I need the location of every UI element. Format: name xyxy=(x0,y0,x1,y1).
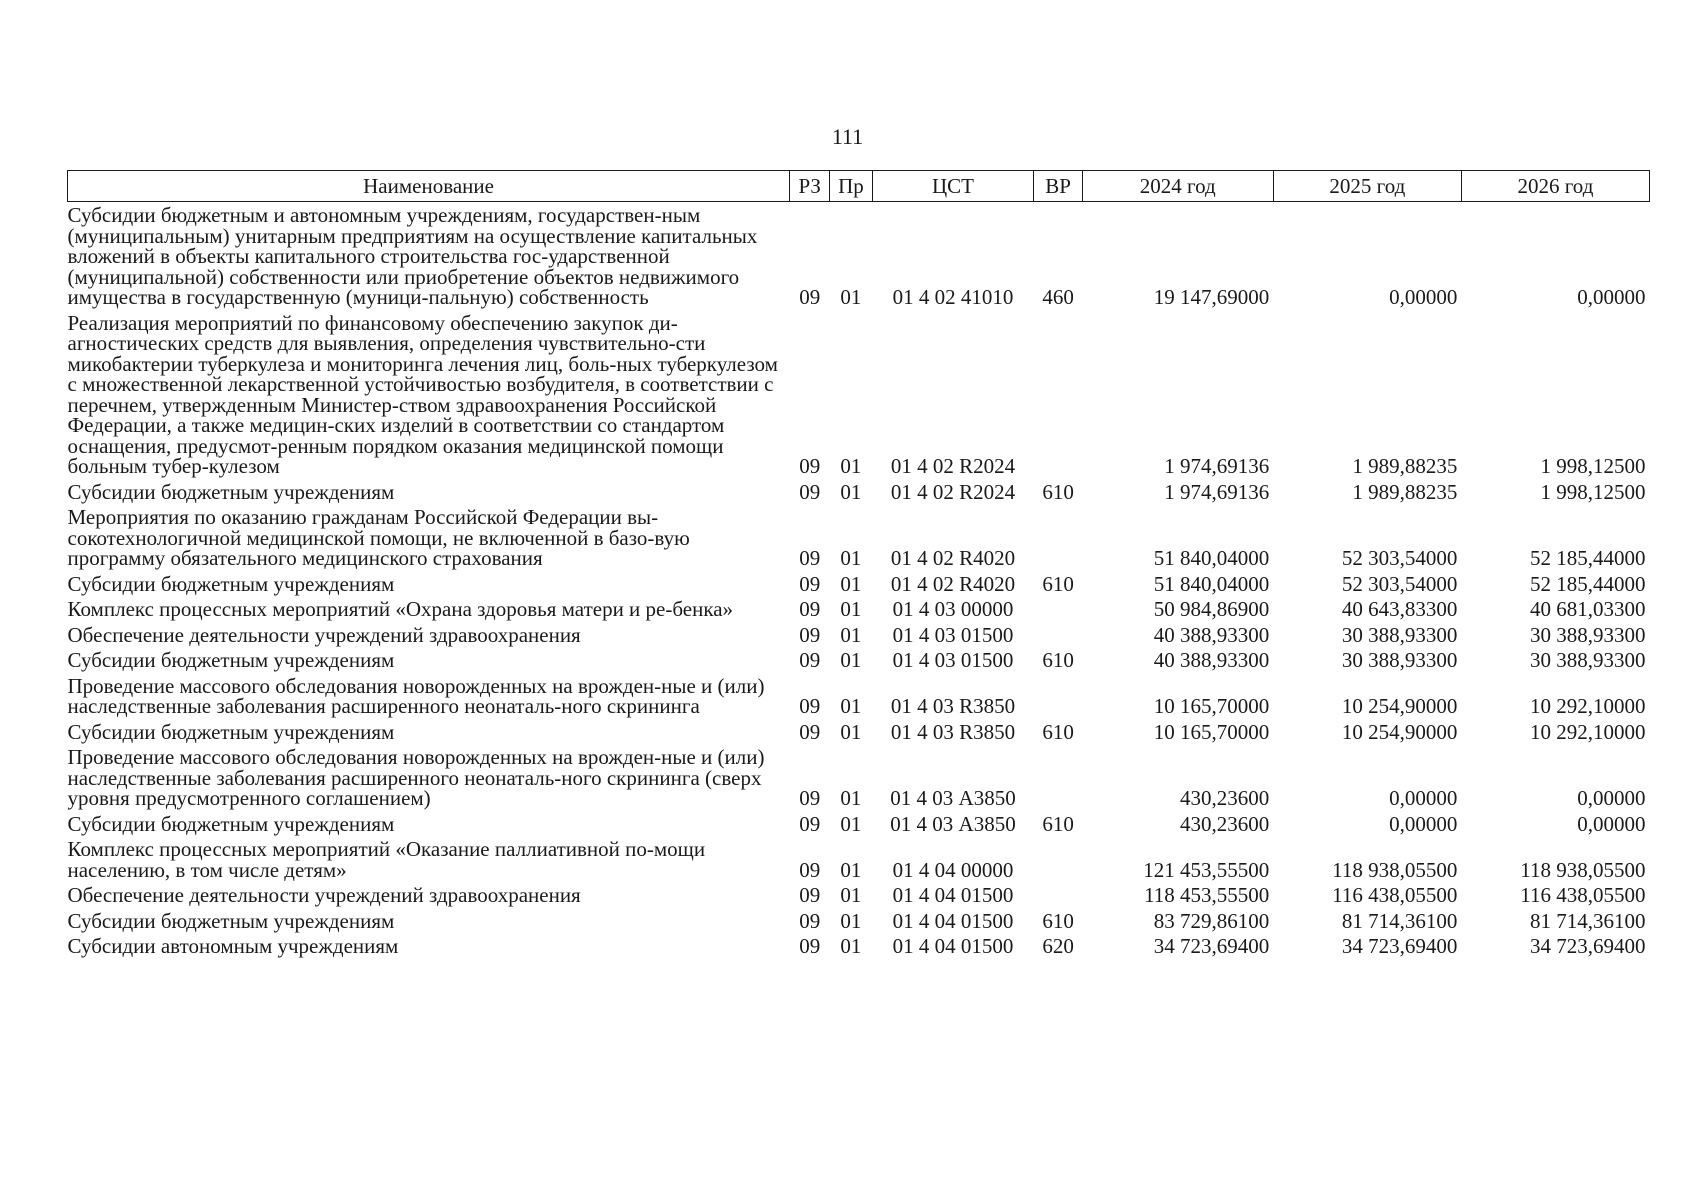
row-cst: 01 4 04 01500 xyxy=(892,934,1014,958)
header-2024: 2024 год xyxy=(1082,171,1273,202)
row-cst: 01 4 03 А3850 xyxy=(890,786,1016,810)
row-value-2024: 83 729,86100 xyxy=(1153,908,1270,933)
row-value-2026: 1 998,12500 xyxy=(1540,454,1646,478)
row-name: Комплекс процессных мероприятий «Охрана здоровья матери и ре-бенка» xyxy=(67,597,734,621)
row-name: Проведение массового обследования новорожденных на врожден-ные и (или) наследственные заболевания расширенного неонаталь-ного скрининга xyxy=(67,673,765,718)
row-vr: 610 xyxy=(1042,719,1074,744)
row-value-2024: 51 840,04000 xyxy=(1153,571,1270,596)
row-pr: 01 xyxy=(840,546,862,570)
row-value-2026: 10 292,10000 xyxy=(1530,719,1646,744)
row-vr xyxy=(1034,882,1082,908)
table-body xyxy=(68,202,1650,959)
row-value-2025: 52 303,54000 xyxy=(1341,571,1458,596)
row-value-2025: 0,00000 xyxy=(1389,811,1458,836)
row-cst: 01 4 02 R2024 xyxy=(890,479,1016,504)
table-row xyxy=(68,647,1650,673)
row-value-2025: 118 938,05500 xyxy=(1332,857,1458,882)
row-name: Субсидии бюджетным учреждениям xyxy=(67,648,395,672)
page-number: 111 xyxy=(831,124,864,149)
budget-table xyxy=(67,170,1650,959)
row-pr: 01 xyxy=(840,908,862,933)
table-row xyxy=(68,933,1650,959)
row-value-2026: 1 998,12500 xyxy=(1540,479,1646,504)
table-row xyxy=(68,908,1650,934)
row-value-2025: 116 438,05500 xyxy=(1332,883,1458,907)
row-rz: 09 xyxy=(799,811,821,836)
row-value-2025: 52 303,54000 xyxy=(1341,546,1458,570)
row-name: Субсидии бюджетным и автономным учреждениям, государствен-ным (муниципальным) унитарным предприятиям на осуществление капитальных вложений в объекты капитального строительства гос-ударственной (муниципальной) собственности или приобретение объектов недвижимого имущества в государственную (муници-пальную) собственность xyxy=(67,203,758,309)
table-row xyxy=(68,622,1650,648)
row-cst: 01 4 02 R4020 xyxy=(890,546,1016,570)
row-name: Субсидии бюджетным учреждениям xyxy=(67,479,395,504)
row-rz: 09 xyxy=(799,786,821,810)
row-rz: 09 xyxy=(799,571,821,596)
row-name: Реализация мероприятий по финансовому обеспечению закупок ди-агностических средств для выявления, определения чувствительно-сти микобактерии туберкулеза и мониторинга лечения лиц, боль-ных туберкулезом с множественной лекарственной устойчивостью возбудителя, в соответствии с перечнем, утвержденным Министер-ством здравоохранения Российской Федерации, а также медицин-ских изделий в соответствии со стандартом оснащения, предусмот-ренным порядком оказания медицинской помощи больным тубер-кулезом xyxy=(67,310,778,478)
row-value-2024: 10 165,70000 xyxy=(1153,694,1270,718)
row-cst: 01 4 03 R3850 xyxy=(890,719,1016,744)
row-value-2025: 1 989,88235 xyxy=(1352,454,1458,478)
row-value-2025: 30 388,93300 xyxy=(1341,648,1458,672)
row-rz: 09 xyxy=(799,546,821,570)
row-name: Субсидии бюджетным учреждениям xyxy=(67,811,395,836)
row-pr: 01 xyxy=(840,786,862,810)
row-pr: 01 xyxy=(840,285,862,309)
row-cst: 01 4 04 01500 xyxy=(892,883,1014,907)
row-cst: 01 4 04 00000 xyxy=(892,857,1014,882)
row-pr: 01 xyxy=(840,811,862,836)
row-rz: 09 xyxy=(799,934,821,958)
row-name: Субсидии бюджетным учреждениям xyxy=(67,571,395,596)
row-pr: 01 xyxy=(840,694,862,718)
row-name: Субсидии автономным учреждениям xyxy=(67,934,399,958)
row-pr: 01 xyxy=(840,479,862,504)
row-vr: 610 xyxy=(1042,571,1074,596)
row-pr: 01 xyxy=(840,454,862,478)
table-row xyxy=(68,811,1650,837)
row-name: Обеспечение деятельности учреждений здравоохранения xyxy=(67,622,581,647)
table-header-row xyxy=(68,171,1650,202)
row-vr xyxy=(1034,622,1082,648)
table-row xyxy=(68,504,1650,571)
header-rz: РЗ xyxy=(790,171,830,202)
row-value-2026: 52 185,44000 xyxy=(1530,546,1646,570)
row-name: Комплекс процессных мероприятий «Оказание паллиативной по-мощи населению, в том числе детям» xyxy=(67,837,706,882)
row-cst: 01 4 03 А3850 xyxy=(890,811,1016,836)
row-rz: 09 xyxy=(799,694,821,718)
row-rz: 09 xyxy=(799,285,821,309)
row-cst: 01 4 03 01500 xyxy=(892,622,1014,647)
row-value-2025: 0,00000 xyxy=(1389,285,1458,309)
row-value-2024: 40 388,93300 xyxy=(1153,622,1270,647)
row-value-2024: 430,23600 xyxy=(1180,786,1270,810)
table-row xyxy=(68,719,1650,745)
table-row xyxy=(68,836,1650,882)
row-value-2026: 0,00000 xyxy=(1577,811,1646,836)
row-name: Обеспечение деятельности учреждений здравоохранения xyxy=(67,883,581,907)
header-vr: ВР xyxy=(1034,171,1082,202)
row-rz: 09 xyxy=(799,908,821,933)
row-value-2026: 30 388,93300 xyxy=(1530,622,1646,647)
row-name: Мероприятия по оказанию гражданам Российской Федерации вы-сокотехнологичной медицинской помощи, не включенной в базо-вую программу обязательного медицинского страхования xyxy=(67,505,690,570)
row-value-2025: 10 254,90000 xyxy=(1341,694,1458,718)
table-row xyxy=(68,673,1650,719)
row-value-2024: 40 388,93300 xyxy=(1153,648,1270,672)
row-vr xyxy=(1034,310,1082,479)
row-name: Субсидии бюджетным учреждениям xyxy=(67,908,395,933)
table-row xyxy=(68,479,1650,505)
row-pr: 01 xyxy=(840,883,862,907)
row-name: Проведение массового обследования новорожденных на врожден-ные и (или) наследственные заболевания расширенного неонаталь-ного скрининга (сверх уровня предусмотренного соглашением) xyxy=(67,745,765,810)
row-value-2026: 118 938,05500 xyxy=(1520,857,1646,882)
row-value-2024: 118 453,55500 xyxy=(1144,883,1270,907)
row-value-2026: 116 438,05500 xyxy=(1520,883,1646,907)
row-value-2024: 19 147,69000 xyxy=(1153,285,1270,309)
row-cst: 01 4 02 R4020 xyxy=(890,571,1016,596)
row-vr: 620 xyxy=(1042,934,1074,958)
header-pr: Пр xyxy=(830,171,872,202)
row-value-2025: 0,00000 xyxy=(1389,786,1458,810)
row-rz: 09 xyxy=(799,648,821,672)
row-rz: 09 xyxy=(799,454,821,478)
table-row xyxy=(68,744,1650,811)
row-value-2024: 10 165,70000 xyxy=(1153,719,1270,744)
row-value-2024: 430,23600 xyxy=(1180,811,1270,836)
table-row xyxy=(68,310,1650,479)
row-rz: 09 xyxy=(799,479,821,504)
row-value-2024: 50 984,86900 xyxy=(1153,597,1270,621)
row-cst: 01 4 03 R3850 xyxy=(890,694,1016,718)
row-rz: 09 xyxy=(799,857,821,882)
row-pr: 01 xyxy=(840,934,862,958)
row-value-2025: 1 989,88235 xyxy=(1352,479,1458,504)
row-vr xyxy=(1034,836,1082,882)
header-cst: ЦСТ xyxy=(872,171,1034,202)
row-vr xyxy=(1034,673,1082,719)
row-pr: 01 xyxy=(840,719,862,744)
row-value-2026: 34 723,69400 xyxy=(1530,934,1646,958)
row-value-2024: 1 974,69136 xyxy=(1164,454,1270,478)
table-row xyxy=(68,202,1650,310)
row-vr xyxy=(1034,504,1082,571)
row-pr: 01 xyxy=(840,571,862,596)
header-2026: 2026 год xyxy=(1461,171,1649,202)
row-value-2025: 40 643,83300 xyxy=(1341,597,1458,621)
row-pr: 01 xyxy=(840,857,862,882)
row-value-2025: 10 254,90000 xyxy=(1341,719,1458,744)
row-name: Субсидии бюджетным учреждениям xyxy=(67,719,395,744)
row-value-2026: 52 185,44000 xyxy=(1530,571,1646,596)
row-value-2026: 40 681,03300 xyxy=(1530,597,1646,621)
row-pr: 01 xyxy=(840,597,862,621)
row-value-2024: 1 974,69136 xyxy=(1164,479,1270,504)
row-vr: 460 xyxy=(1042,285,1074,309)
row-cst: 01 4 03 00000 xyxy=(892,597,1014,621)
table-row xyxy=(68,882,1650,908)
row-value-2026: 10 292,10000 xyxy=(1530,694,1646,718)
row-value-2024: 34 723,69400 xyxy=(1153,934,1270,958)
row-vr: 610 xyxy=(1042,908,1074,933)
row-value-2025: 81 714,36100 xyxy=(1341,908,1458,933)
row-cst: 01 4 02 41010 xyxy=(892,285,1014,309)
row-rz: 09 xyxy=(799,883,821,907)
row-value-2026: 81 714,36100 xyxy=(1530,908,1646,933)
row-vr xyxy=(1034,744,1082,811)
table-row xyxy=(68,596,1650,622)
row-cst: 01 4 04 01500 xyxy=(892,908,1014,933)
row-value-2026: 0,00000 xyxy=(1577,786,1646,810)
row-pr: 01 xyxy=(840,648,862,672)
row-vr: 610 xyxy=(1042,648,1074,672)
row-vr: 610 xyxy=(1042,811,1074,836)
row-value-2024: 51 840,04000 xyxy=(1153,546,1270,570)
row-value-2025: 34 723,69400 xyxy=(1341,934,1458,958)
row-rz: 09 xyxy=(799,719,821,744)
header-2025: 2025 год xyxy=(1273,171,1461,202)
row-value-2026: 30 388,93300 xyxy=(1530,648,1646,672)
row-cst: 01 4 03 01500 xyxy=(892,648,1014,672)
row-value-2024: 121 453,55500 xyxy=(1143,857,1270,882)
row-vr xyxy=(1034,596,1082,622)
row-vr: 610 xyxy=(1042,479,1074,504)
header-name: Наименование xyxy=(68,171,790,202)
row-value-2026: 0,00000 xyxy=(1577,285,1646,309)
row-rz: 09 xyxy=(799,597,821,621)
row-cst: 01 4 02 R2024 xyxy=(890,454,1016,478)
table-row xyxy=(68,571,1650,597)
row-value-2025: 30 388,93300 xyxy=(1341,622,1458,647)
row-rz: 09 xyxy=(799,622,821,647)
row-pr: 01 xyxy=(840,622,862,647)
